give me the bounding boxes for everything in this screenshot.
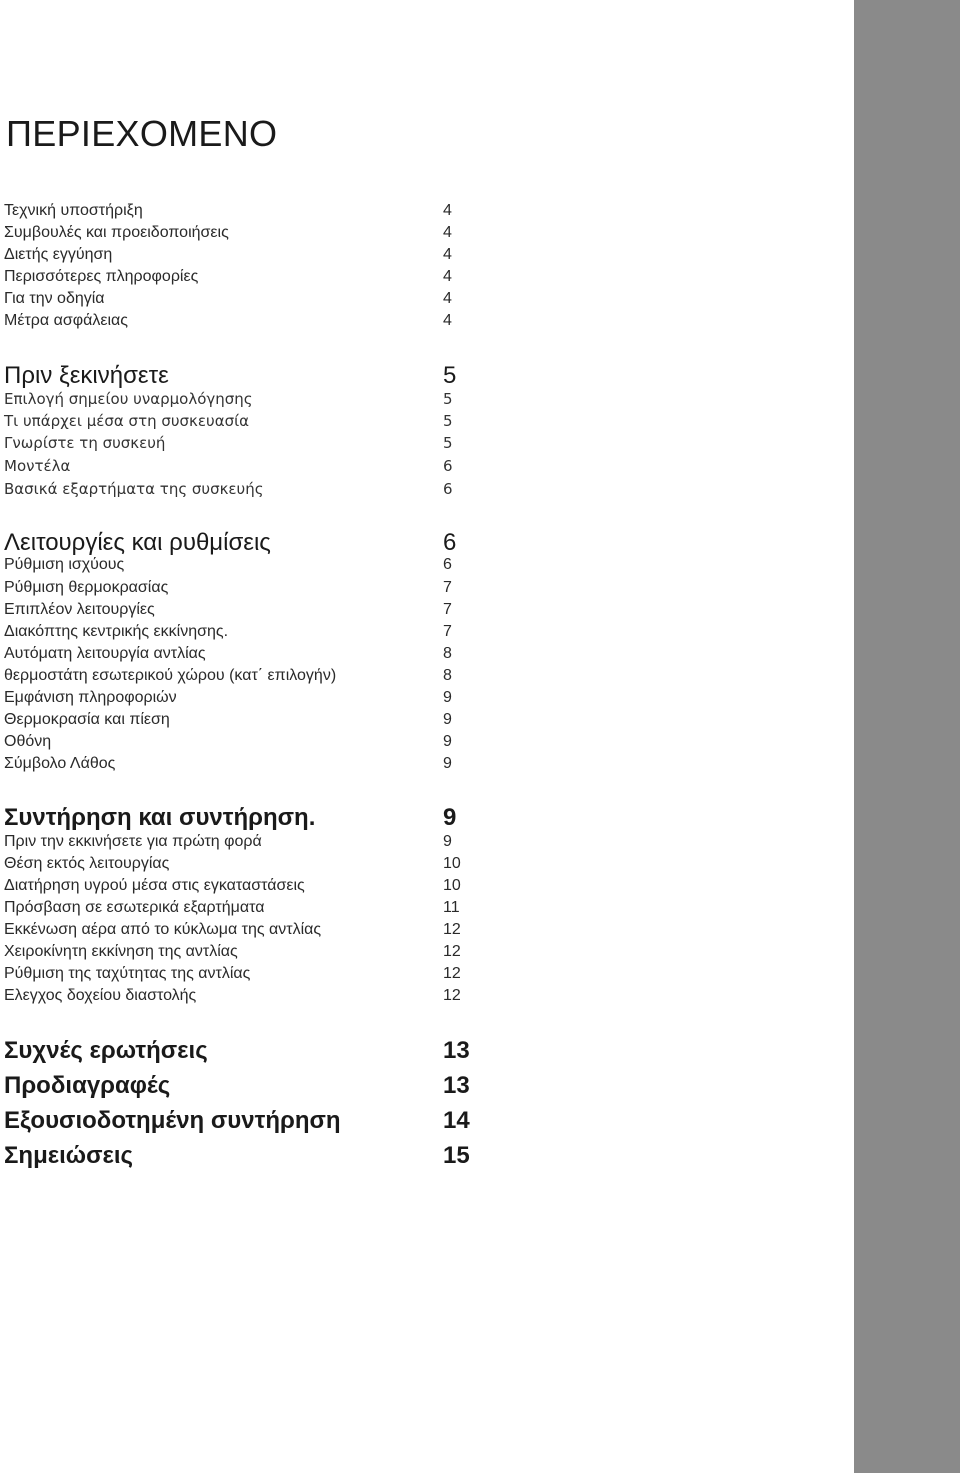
toc-item[interactable] [4, 665, 480, 687]
toc-item-page: 4 [443, 290, 452, 307]
toc-item[interactable] [4, 200, 480, 222]
toc-item-page: 6 [443, 556, 452, 573]
side-band [854, 0, 960, 1473]
toc-item-label: Για την οδηγία [4, 290, 105, 307]
toc-item[interactable] [4, 455, 480, 477]
toc-item[interactable] [4, 875, 480, 897]
toc-item-label: Τι υπάρχει μέσα στη συσκευασία [4, 412, 250, 430]
toc-item[interactable] [4, 831, 480, 853]
toc-item-label: Βασικά εξαρτήματα της συσκευής [4, 480, 264, 498]
toc-item[interactable] [4, 554, 480, 576]
toc-item[interactable] [4, 985, 480, 1007]
toc-section-heading[interactable] [4, 1069, 480, 1103]
toc-item-page: 4 [443, 202, 452, 219]
toc-item-page: 11 [443, 899, 460, 916]
toc-item[interactable] [4, 919, 480, 941]
toc-item-page: 4 [443, 312, 452, 329]
toc-item-page: 4 [443, 268, 452, 285]
toc-item-page: 7 [443, 601, 452, 618]
toc-item[interactable] [4, 897, 480, 919]
toc-item-page: 12 [443, 921, 461, 938]
toc-item-page: 5 [443, 390, 453, 408]
toc-item-page: 10 [443, 855, 461, 872]
toc-item-label: Οθόνη [4, 733, 52, 750]
toc-item[interactable] [4, 709, 480, 731]
toc-heading-page: 13 [443, 1072, 470, 1099]
toc-item-page: 12 [443, 987, 461, 1004]
toc-item[interactable] [4, 310, 480, 332]
toc-item[interactable] [4, 478, 480, 500]
toc-item-label: Ρύθμιση της ταχύτητας της αντλίας [4, 965, 251, 982]
toc-item-page: 5 [443, 434, 453, 452]
toc-item-label: Γνωρίστε τη συσκευή [4, 434, 166, 452]
toc-section-heading[interactable] [4, 1139, 480, 1173]
toc-item-page: 10 [443, 877, 461, 894]
toc-heading-label: Σημειώσεις [4, 1142, 134, 1169]
toc-section-heading[interactable] [4, 1104, 480, 1138]
page-title: ΠΕΡΙΕΧΟΜΕΝΟ [6, 113, 278, 154]
toc-heading-page: 14 [443, 1107, 470, 1134]
toc-item-page: 5 [443, 412, 453, 430]
toc-item[interactable] [4, 432, 480, 454]
toc-item-page: 7 [443, 579, 452, 596]
toc-item[interactable] [4, 410, 480, 432]
toc-item-label: Πρόσβαση σε εσωτερικά εξαρτήματα [4, 899, 265, 916]
toc-heading-page: 15 [443, 1142, 470, 1169]
toc-item[interactable] [4, 621, 480, 643]
toc-heading-label: Συντήρηση και συντήρηση. [4, 804, 316, 831]
toc-item[interactable] [4, 288, 480, 310]
toc-heading-label: Συχνές ερωτήσεις [4, 1037, 208, 1064]
toc-item-page: 9 [443, 733, 452, 750]
toc-item-label: Θερμοκρασία και πίεση [4, 711, 170, 728]
toc-item[interactable] [4, 731, 480, 753]
toc-heading-page: 9 [443, 804, 457, 831]
toc-item-label: Ελεγχος δοχείου διαστολής [4, 987, 197, 1004]
toc-heading-label: Λειτουργίες και ρυθμίσεις [4, 529, 271, 556]
toc-item[interactable] [4, 643, 480, 665]
toc-item-label: Τεχνική υποστήριξη [4, 202, 143, 219]
toc-item-label: Συμβουλές και προειδοποιήσεις [4, 224, 229, 241]
toc-item-label: Χειροκίνητη εκκίνηση της αντλίας [4, 943, 238, 960]
toc-item-label: Εμφάνιση πληροφοριών [4, 689, 177, 706]
toc-item-page: 7 [443, 623, 452, 640]
toc-section-heading[interactable] [4, 1034, 480, 1068]
toc-item-page: 9 [443, 833, 452, 850]
toc-heading-page: 6 [443, 529, 457, 556]
toc-item-page: 8 [443, 667, 452, 684]
toc-item-label: Επιπλέον λειτουργίες [4, 601, 155, 618]
toc-item-label: Μοντέλα [4, 457, 71, 475]
toc-item-label: Αυτόματη λειτουργία αντλίας [4, 645, 206, 662]
toc-item[interactable] [4, 599, 480, 621]
toc-item-page: 9 [443, 755, 452, 772]
toc-item-label: Ρύθμιση θερμοκρασίας [4, 579, 169, 596]
toc-heading-page: 13 [443, 1037, 470, 1064]
toc-item-page: 4 [443, 246, 452, 263]
toc-heading-label: Εξουσιοδοτημένη συντήρηση [4, 1107, 341, 1134]
toc-item[interactable] [4, 963, 480, 985]
toc-item[interactable] [4, 244, 480, 266]
toc-section-heading[interactable] [4, 801, 480, 835]
toc-item-label: Διετής εγγύηση [4, 246, 113, 263]
toc-item[interactable] [4, 941, 480, 963]
toc-item-page: 9 [443, 711, 452, 728]
toc-item-page: 4 [443, 224, 452, 241]
toc-item-page: 6 [443, 457, 453, 475]
toc-item-label: Περισσότερες πληροφορίες [4, 268, 199, 285]
toc-item-page: 8 [443, 645, 452, 662]
toc-item-label: θερμοστάτη εσωτερικού χώρου (κατ΄ επιλογήν) [4, 667, 337, 684]
toc-item-page: 12 [443, 965, 461, 982]
toc-item-label: Σύμβολο Λάθος [4, 755, 116, 772]
toc-item-label: Διακόπτης κεντρικής εκκίνησης. [4, 623, 229, 640]
toc-item[interactable] [4, 753, 480, 775]
toc-item[interactable] [4, 222, 480, 244]
toc-heading-label: Προδιαγραφές [4, 1072, 171, 1099]
toc-item-label: Διατήρηση υγρού μέσα στις εγκαταστάσεις [4, 877, 305, 894]
toc-item-label: Επιλογή σημείου υναρμολόγησης [4, 390, 253, 408]
toc-item[interactable] [4, 388, 480, 410]
toc-item-label: Εκκένωση αέρα από το κύκλωμα της αντλίας [4, 921, 322, 938]
toc-heading-page: 5 [443, 362, 457, 389]
toc-item[interactable] [4, 577, 480, 599]
toc-heading-label: Πριν ξεκινήσετε [4, 362, 169, 389]
toc-item-label: Ρύθμιση ισχύους [4, 556, 125, 573]
toc-item[interactable] [4, 687, 480, 709]
toc-item-label: Θέση εκτός λειτουργίας [4, 855, 170, 872]
toc-item-page: 6 [443, 480, 453, 498]
toc-item-label: Πριν την εκκινήσετε για πρώτη φορά [4, 833, 262, 850]
toc-item-page: 12 [443, 943, 461, 960]
toc-item[interactable] [4, 266, 480, 288]
toc-item-label: Μέτρα ασφάλειας [4, 312, 128, 329]
toc-item-page: 9 [443, 689, 452, 706]
toc-item[interactable] [4, 853, 480, 875]
